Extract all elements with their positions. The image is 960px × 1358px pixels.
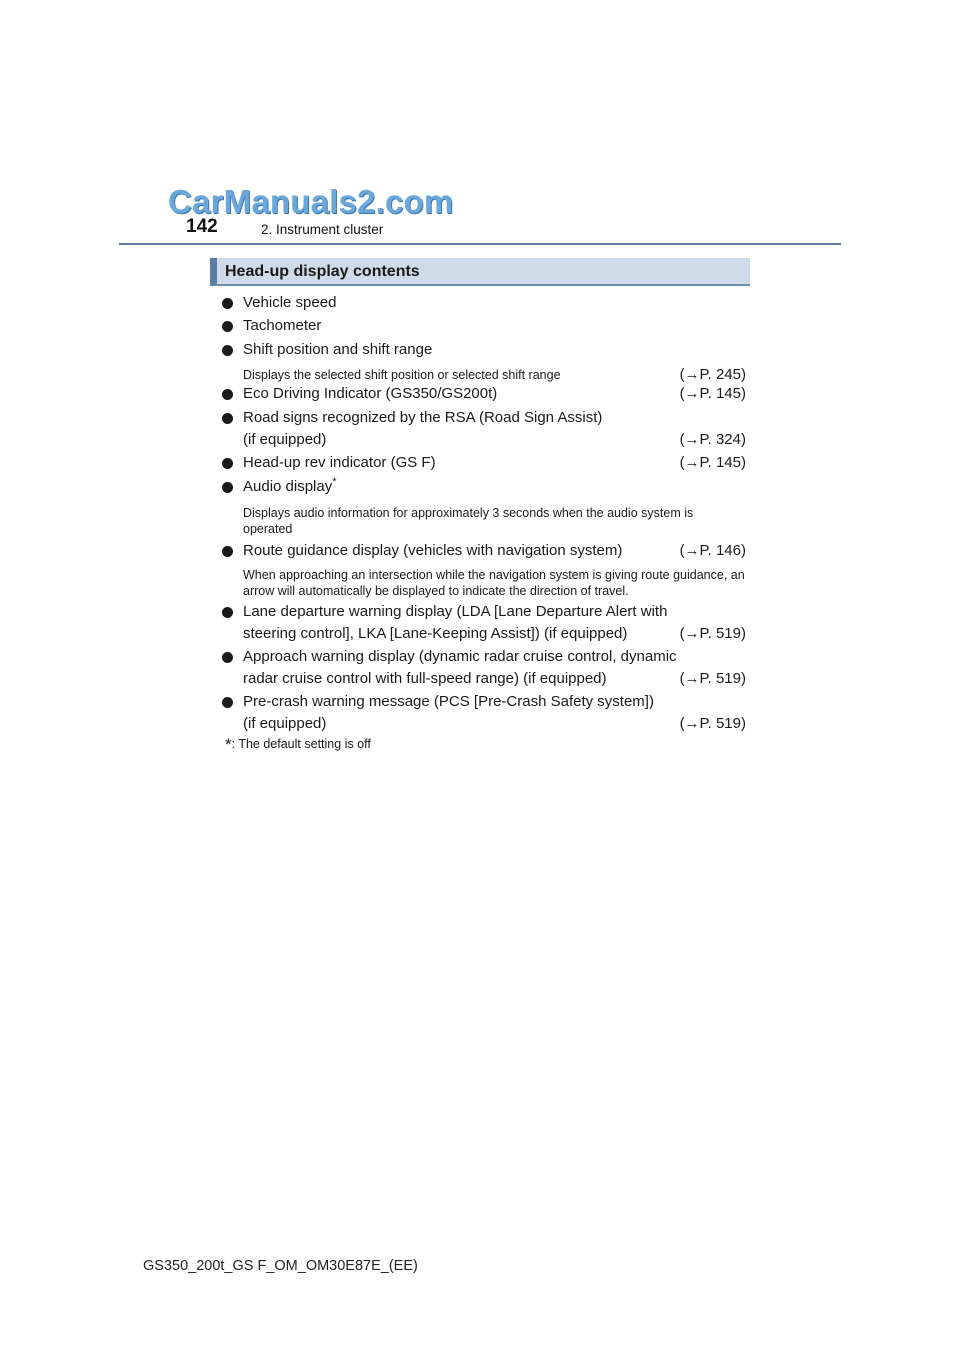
page-reference: (→P. 245) xyxy=(679,366,746,383)
note-text: Displays the selected shift position or selected shift range xyxy=(243,368,561,382)
item-text: Tachometer xyxy=(243,317,322,334)
footnote xyxy=(225,735,371,755)
footer-doc-code: GS350_200t_GS F_OM_OM30E87E_(EE) xyxy=(143,1258,418,1274)
contents-list xyxy=(222,292,746,735)
item-text: Approach warning display (dynamic radar cruise control, dynamic xyxy=(243,648,677,665)
item-text-continued: (if equipped) xyxy=(243,431,327,448)
footnote-text: : The default setting is off xyxy=(231,737,371,751)
item-text: Road signs recognized by the RSA (Road Sign Assist) xyxy=(243,409,603,426)
footnote-star: * xyxy=(225,735,232,754)
list-item xyxy=(222,646,746,690)
page-reference: (→P. 145) xyxy=(679,454,746,471)
bullet-icon xyxy=(222,458,233,469)
bullet-icon xyxy=(222,321,233,332)
bullet-icon xyxy=(222,345,233,356)
list-item xyxy=(222,292,746,314)
watermark-logo: CarManuals2.com xyxy=(168,183,454,220)
bullet-icon xyxy=(222,298,233,309)
list-item xyxy=(222,407,746,451)
item-text: Vehicle speed xyxy=(243,294,337,311)
list-item xyxy=(222,601,746,645)
list-item xyxy=(222,383,746,405)
page-reference: (→P. 145) xyxy=(679,385,746,402)
page-reference: (→P. 324) xyxy=(679,431,746,448)
item-text-continued: (if equipped) xyxy=(243,715,327,732)
bullet-icon xyxy=(222,546,233,557)
page-reference: (→P. 519) xyxy=(679,715,746,732)
bullet-icon xyxy=(222,389,233,400)
page-reference: (→P. 519) xyxy=(679,625,746,642)
section-heading xyxy=(210,258,750,286)
bullet-icon xyxy=(222,607,233,618)
list-item xyxy=(222,691,746,735)
page-reference: (→P. 146) xyxy=(679,542,746,559)
list-item xyxy=(222,476,746,498)
bullet-icon xyxy=(222,652,233,663)
item-text: Eco Driving Indicator (GS350/GS200t) xyxy=(243,385,498,402)
item-text-continued: radar cruise control with full-speed range) (if equipped) xyxy=(243,670,607,687)
item-text: Head-up rev indicator (GS F) xyxy=(243,454,436,471)
item-text: Lane departure warning display (LDA [Lane Departure Alert with xyxy=(243,603,668,620)
item-text: Route guidance display (vehicles with navigation system) xyxy=(243,542,623,559)
page-reference: (→P. 519) xyxy=(679,670,746,687)
bullet-icon xyxy=(222,413,233,424)
note-text: Displays audio information for approximately 3 seconds when the audio system is operated xyxy=(243,506,694,536)
list-item xyxy=(222,315,746,337)
item-note xyxy=(222,567,746,599)
bullet-icon xyxy=(222,697,233,708)
item-note xyxy=(222,367,746,383)
item-note xyxy=(222,505,746,537)
chapter-title: 2. Instrument cluster xyxy=(261,222,384,237)
section-title: Head-up display contents xyxy=(225,263,420,280)
item-text: Pre-crash warning message (PCS [Pre-Crash Safety system]) xyxy=(243,693,654,710)
note-text: When approaching an intersection while the navigation system is giving route guidance, an arrow will automatically be displayed to indicate the direction of travel. xyxy=(243,568,745,598)
header-rule xyxy=(119,243,841,245)
footnote-mark: * xyxy=(332,476,337,488)
item-text: Audio display xyxy=(243,478,333,495)
bullet-icon xyxy=(222,482,233,493)
page-number: 142 xyxy=(186,216,218,237)
item-text: Shift position and shift range xyxy=(243,341,433,358)
list-item xyxy=(222,452,746,474)
list-item xyxy=(222,339,746,361)
list-item xyxy=(222,540,746,562)
item-text-continued: steering control], LKA [Lane-Keeping Assist]) (if equipped) xyxy=(243,625,628,642)
